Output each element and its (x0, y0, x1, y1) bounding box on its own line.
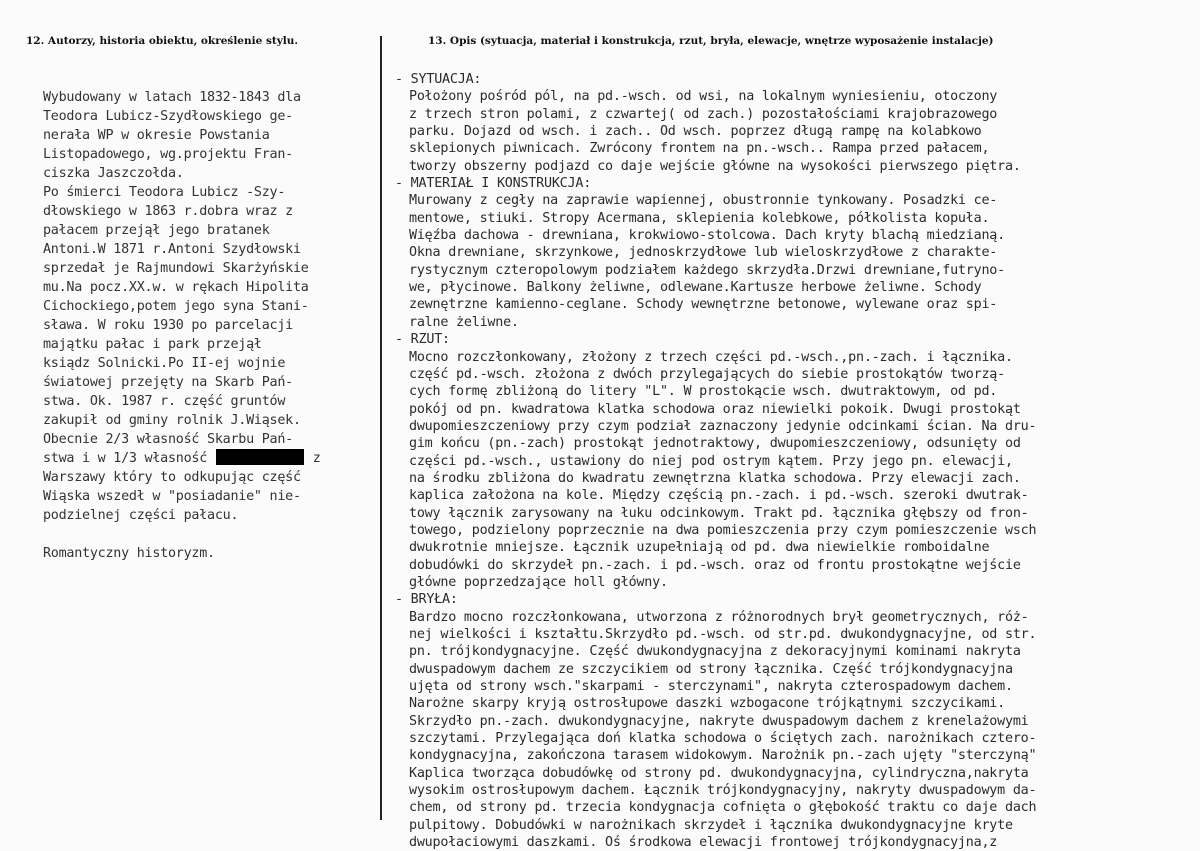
section-line: pn. trójkondygnacyjne. Część dwukondygnacyjna z dekoracyjnymi kominami nakryta (409, 644, 1021, 660)
section-line: pokój od pn. kwadratowa klatka schodowa oraz niewielki pokoik. Dwugi prostokąt (409, 401, 1021, 417)
section-line: wysokim ostrosłupowym dachem. Łącznik trójkondygnacyjny, nakryty dwuspadowym da- (409, 783, 1037, 799)
section-line: kondygnacyjna, zakończona tarasem widokowym. Narożnik pn.-zach ujęty "sterczyną" (409, 748, 1037, 764)
section-line: Więźba dachowa - drewniana, krokwiowo-stolcowa. Dach kryty blachą miedzianą. (409, 228, 1005, 244)
section-line: dwupołaciowymi daszkami. Oś środkowa elewacji frontowej trójkondygnacyjna,z (409, 835, 998, 851)
section-line: dwukrotnie mniejsze. Łącznik uzupełniają od pd. dwa niewielkie romboidalne (409, 540, 990, 556)
history-line: stwa. Ok. 1987 r. część gruntów (43, 394, 286, 409)
history-line: Wybudowany w latach 1832-1843 dla (43, 90, 301, 105)
history-column (43, 88, 379, 563)
history-line: Po śmierci Teodora Lubicz -Szy- (43, 185, 286, 200)
section-line: Położony pośród pól, na pd.-wsch. od wsi, na lokalnym wyniesieniu, otoczony (409, 89, 998, 105)
section-line: sklepionych piwnicach. Zwrócony frontem na pn.-wsch.. Rampa przed pałacem, (409, 141, 990, 157)
history-line: Wiąska wszedł w "posiadanie" nie- (43, 489, 301, 504)
section-12-header: 12. Autorzy, historia obiektu, określenie stylu. (26, 35, 299, 47)
history-line: pałacem przejął jego bratanek (43, 223, 270, 238)
section-line: zewnętrzne kamienno-ceglane. Schody wewnętrzne betonowe, wylewane oraz spi- (409, 297, 998, 313)
description-section (395, 175, 1200, 331)
section-title: - MATERIAŁ I KONSTRUKCJA: (395, 176, 592, 192)
section-line: część pd.-wsch. złożona z dwóch przylegających do siebie prostokątów tworzą- (409, 366, 1005, 382)
section-line: Bardzo mocno rozczłonkowana, utworzona z różnorodnych brył geometrycznych, róż- (409, 609, 1029, 625)
section-line: ujęta od strony wsch."skarpami - sterczynami", nakryta czterospadowym dachem. (409, 679, 1013, 695)
section-line: z trzech stron polami, z czwartej( od zach.) pozostałościami krajobrazowego (409, 106, 998, 122)
section-body (395, 192, 1200, 331)
history-line: Cichockiego,potem jego syna Stani- (43, 299, 309, 314)
section-title: - BRYŁA: (395, 592, 458, 608)
redaction-box (216, 449, 304, 465)
section-line: Okna drewniane, skrzynkowe, jednoskrzydłowe lub wieloskrzydłowe z charakte- (409, 245, 998, 261)
section-title: - SYTUACJA: (395, 72, 482, 87)
section-body (395, 88, 1200, 175)
section-line: chem, od strony pd. trzecia kondygnacja cofnięta o głębokość traktu co daje dach (409, 800, 1037, 816)
section-line: cych formę zbliżoną do litery "L". W prostokącie wsch. dwutraktowym, od pd. (409, 384, 998, 400)
section-line: na środku zbliżona do kwadratu zewnętrzna klatka schodowa. Przy elewacji zach. (409, 470, 1021, 486)
column-divider (380, 36, 382, 820)
section-line: towego, podzielony poprzecznie na dwa pomieszczenia przy czym pomieszczenie wsch (409, 522, 1037, 538)
section-line: ralne żeliwne. (409, 314, 519, 330)
history-line: Listopadowego, wg.projektu Fran- (43, 147, 293, 162)
history-line: sprzedał je Rajmundowi Skarżyńskie (43, 261, 309, 276)
history-line: podzielnej części pałacu. (43, 508, 239, 523)
history-line: ksiądz Solnicki.Po II-ej wojnie (43, 356, 286, 371)
history-line: sława. W roku 1930 po parcelacji (43, 318, 293, 333)
section-line: Skrzydło pn.-zach. dwukondygnacyjne, nakryte dwuspadowym dachem z krenelażowymi (409, 713, 1029, 729)
section-line: dobudówki do skrzydeł pn.-zach. i pd.-wsch. oraz od frontu prostokątne wejście (409, 557, 1021, 573)
style-statement: Romantyczny historyzm. (43, 546, 215, 561)
section-line: Narożne skarpy kryją ostrosłupowe daszki wzbogacone trójkątnymi szczycikami. (409, 696, 1005, 712)
section-body (395, 609, 1200, 851)
history-line: Warszawy który to odkupując część (43, 470, 301, 485)
history-line: nerała WP w okresie Powstania (43, 128, 270, 143)
section-line: główne poprzedzające holl główny. (409, 574, 668, 590)
history-line: zakupił od gminy rolnik J.Wiąsek. (43, 413, 301, 428)
history-line-redacted-before: stwa i w 1/3 własność (43, 451, 208, 466)
section-line: nej wielkości i kształtu.Skrzydło pd.-wsch. od str.pd. dwukondygnacyjne, od str. (409, 627, 1037, 642)
history-line: mu.Na pocz.XX.w. w rękach Hipolita (43, 280, 309, 295)
history-line: światowej przejęty na Skarb Pań- (43, 375, 293, 390)
section-line: gim końcu (pn.-zach) prostokąt jednotraktowy, dwupomieszczeniowy, odsunięty od (409, 436, 1021, 452)
section-body (395, 349, 1200, 592)
history-line: ciszka Jaszczołda. (43, 166, 184, 181)
section-line: parku. Dojazd od wsch. i zach.. Od wsch. poprzez długą rampę na kolabkowo (409, 124, 982, 140)
section-line: dwuspadowym dachem ze szczycikiem od strony łącznika. Część trójkondygnacyjna (409, 661, 1013, 677)
history-line: Obecnie 2/3 własność Skarbu Pań- (43, 432, 293, 447)
section-line: dwupomieszczeniowy przy czym podział zaznaczony jedynie odcinkami ścian. Na dru- (409, 418, 1037, 434)
description-column (395, 71, 1200, 851)
description-section (395, 331, 1200, 591)
history-line-redacted (43, 449, 379, 468)
section-line: Mocno rozczłonkowany, złożony z trzech części pd.-wsch.,pn.-zach. i łącznika. (409, 349, 1013, 365)
section-line: tworzy obszerny podjazd co daje wejście główne na wysokości pierwszego piętra. (409, 158, 1021, 174)
section-line: Kaplica tworząca dobudówkę od strony pd. dwukondygnacyjna, cylindryczna,nakryta (409, 765, 1029, 781)
section-line: kaplica założona na kole. Między częścią pn.-zach. i pd.-wsch. szeroki dwutrak- (409, 488, 1029, 504)
section-line: Murowany z cegły na zaprawie wapiennej, obustronnie tynkowany. Posadzki ce- (409, 193, 998, 209)
section-line: rystycznym czteropolowym podziałem każdego skrzydła.Drzwi drewniane,futryno- (409, 262, 1005, 278)
section-line: we, płycinowe. Balkony żeliwne, odlewane.Kartusze herbowe żeliwne. Schody (409, 280, 982, 296)
section-13-header: 13. Opis (sytuacja, materiał i konstrukcja, rzut, bryła, elewacje, wnętrze wyposażenie instalacje) (428, 35, 994, 47)
history-line: majątku pałac i park przejął (43, 337, 262, 352)
section-line: towy łącznik zarysowany na łuku odcinkowym. Trakt pd. łącznika głębszy od fron- (409, 505, 1029, 521)
section-line: części pd.-wsch., ustawiony do niej pod ostrym kątem. Przy jego pn. elewacji, (409, 453, 1013, 469)
paragraph-spacer (43, 525, 379, 544)
section-line: pulpitowy. Dobudówki w narożnikach skrzydeł i łącznika dwukondygnacyjne kryte (409, 817, 1013, 833)
history-line-redacted-after: z (312, 451, 321, 466)
section-title: - RZUT: (395, 332, 450, 348)
history-line: Antoni.W 1871 r.Antoni Szydłowski (43, 242, 301, 257)
description-section (395, 71, 1200, 175)
section-line: szczytami. Przylegająca doń klatka schodowa o ściętych zach. narożnikach cztero- (409, 731, 1037, 747)
section-line: mentowe, stiuki. Stropy Acermana, sklepienia kolebkowe, półkolista kopuła. (409, 210, 990, 226)
history-line: Teodora Lubicz-Szydłowskiego ge- (43, 109, 293, 124)
description-section (395, 591, 1200, 851)
history-line: dłowskiego w 1863 r.dobra wraz z (43, 204, 293, 219)
